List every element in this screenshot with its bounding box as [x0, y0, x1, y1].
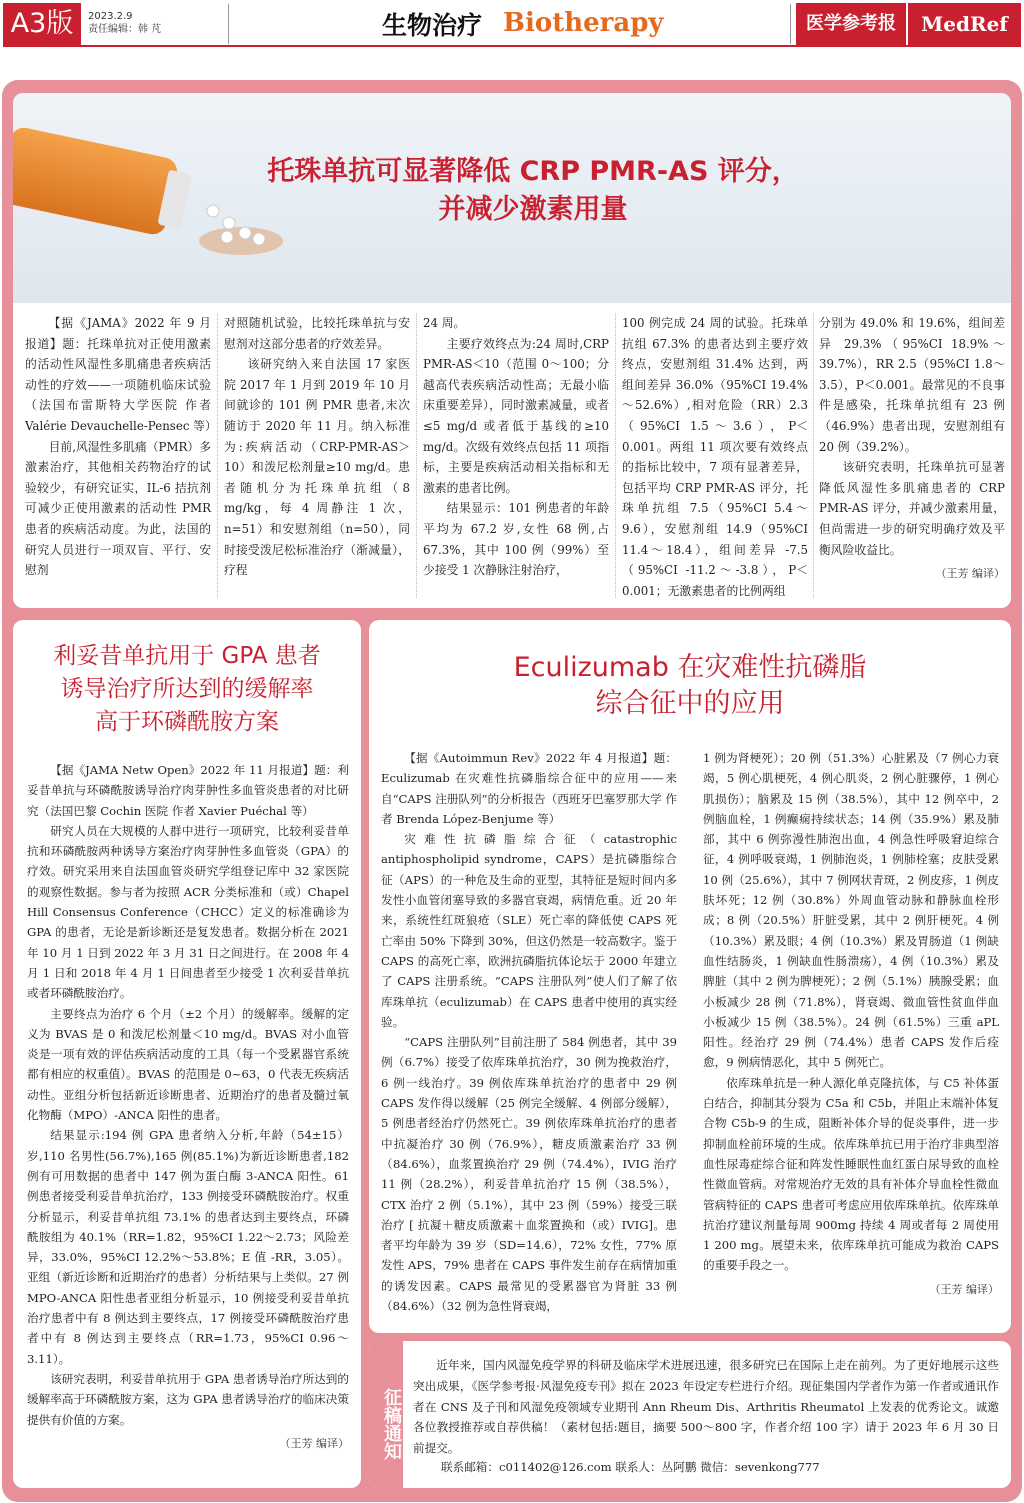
title-line: 综合征中的应用 — [595, 688, 785, 719]
paragraph: 目前,风湿性多肌痛（PMR）多激素治疗，其他相关药物治疗的试验较少，有研究证实，IL-6 拮抗剂可减少正使用激素的活动性 PMR 患者的疾病活动度。为此，法国的研究人员进行一项双盲、平行、安慰剂 — [25, 439, 212, 578]
article-eculizumab — [369, 620, 1011, 1333]
title-line: 利妥昔单抗用于 GPA 患者 — [53, 643, 321, 669]
notice-body — [413, 1355, 999, 1459]
paragraph: 结果显示:194 例 GPA 患者纳入分析,年龄（54±15）岁,110 名男性(56.7%),165 例(85.1%)为新近诊断患者,182 例有可用数据的患者中 147 例为蛋白酶 3-ANCA 阳性。61 例患者接受利妥昔单抗治疗，133 例接受环磷酰胺治疗。权重分析显示，利妥昔单抗组 73.1% 的患者达到主要终点，环磷酰胺组为 40.1%（RR=1.82，95%CI 1.22～2.73；风险差异，33.0%，95%CI 12.2%～53.8%；E 值 -RR，3.05）。亚组（新近诊断和近期治疗的患者）分析结果与上类似。27 例 MPO-ANCA 阳性患者亚组分析显示，10 例接受利妥昔单抗治疗患者中有 8 例达到主要终点，17 例接受环磷酰胺治疗患者中有 8 例达到主要终点（RR=1.73，95%CI 0.96～3.11）。 — [27, 1128, 349, 1366]
edition-badge: A3版 — [3, 3, 81, 45]
text-column — [224, 313, 410, 603]
brand-name-cn: 医学参考报 — [796, 3, 906, 45]
article-title — [19, 640, 355, 739]
text-column — [819, 313, 1005, 603]
title-line: 托珠单抗可显著降低 CRP PMR-AS 评分， — [267, 156, 799, 187]
column-divider — [615, 313, 616, 598]
article-rituximab — [13, 620, 361, 1488]
column-divider — [217, 313, 218, 598]
byline: （王芳 编译） — [929, 1282, 999, 1296]
paragraph: 100 例完成 24 周的试验。托珠单抗组 67.3% 的患者达到主要疗效终点，安慰剂组 31.4% 达到，两组间差异 36.0%（95%CI 19.4%～52.6%）,相对危险（RR）2.3（95%CI 1.5～3.6），P＜0.001。两组 11 项次要有效终点的指标比较中，7 项有显著差异，包括平均 CRP PMR-AS 评分，托珠单抗组 7.5（95%CI 5.4～9.6），安慰剂组 14.9（95%CI 11.4～18.4），组间差异 -7.5（95%CI -11.2～-3.8），P＜0.001；无激素患者的比例两组 — [622, 316, 808, 598]
title-line: Eculizumab 在灾难性抗磷脂 — [513, 652, 867, 683]
header-divider — [790, 4, 791, 44]
column-divider — [416, 313, 417, 598]
paragraph: 结果显示：101 例患者的年龄平均为 67.2 岁,女性 68 例,占 67.3%，其中 100 例（99%）至少接受 1 次静脉注射治疗， — [423, 501, 609, 578]
paragraph: 对照随机试验，比较托珠单抗与安慰剂对这部分患者的疗效差异。 — [224, 316, 410, 351]
title-line: 诱导治疗所达到的缓解率 — [60, 676, 314, 702]
paragraph: 【据《Autoimmun Rev》2022 年 4 月报道】题：Eculizumab 在灾难性抗磷脂综合征中的应用——来自“CAPS 注册队列”的分析报告（西班牙巴塞罗那大学 作者 Brenda López-Benjume 等） — [381, 751, 677, 826]
column-divider — [813, 313, 814, 598]
issue-meta — [88, 10, 161, 36]
byline: （王芳 编译） — [935, 567, 1005, 581]
section-title-en: Biotherapy — [503, 8, 664, 38]
hero-banner — [13, 93, 1011, 303]
paragraph: 灾难性抗磷脂综合征（catastrophic antiphospholipid syndrome，CAPS）是抗磷脂综合征（APS）的一种危及生命的亚型，其特征是短时间内多发性小血管闭塞导致的多器官衰竭，病情危重。近 20 年来，系统性红斑狼疮（SLE）死亡率的降低使 CAPS 死亡率由 50% 下降到 30%，但这仍然是一较高数字。鉴于 CAPS 的高死亡率，欧洲抗磷脂抗体论坛于 2000 年建立了 CAPS 注册系统。“CAPS 注册队列”使人们了解了依库珠单抗（eculizumab）在 CAPS 患者中使用的真实经验。 — [381, 832, 677, 1029]
paragraph: 【据《JAMA Netw Open》2022 年 11 月报道】题：利妥昔单抗与环磷酰胺诱导治疗肉芽肿性多血管炎患者的对比研究（法国巴黎 Cochin 医院 作者 Xavier Puéchal 等） — [27, 763, 349, 818]
paragraph: 24 周。 — [423, 316, 466, 330]
issue-editor: 责任编辑：韩 芃 — [88, 24, 162, 35]
paragraph: 依库珠单抗是一种人源化单克隆抗体，与 C5 补体蛋白结合，抑制其分裂为 C5a 和 C5b，并阻止末端补体复合物 C5b-9 的生成，阻断补体介导的促炎事件，进一步抑制血栓前环境的生成。依库珠单抗已用于治疗非典型溶血性尿毒症综合征和阵发性睡眠性血红蛋白尿导致的血栓性微血管病。对常规治疗无效的具有补体介导血栓性微血管病特征的 CAPS 患者可考虑应用依库珠单抗。依库珠单抗治疗建议剂量每周 900mg 持续 4 周或者每 2 周使用 1 200 mg。展望未来，依库珠单抗可能成为救治 CAPS 的重要手段之一。 — [703, 1075, 999, 1273]
notice-tag — [369, 1341, 403, 1488]
notice-text: 近年来，国内风湿免疫学界的科研及临床学术进展迅速，很多研究已在国际上走在前列。为了更好地展示这些突出成果，《医学参考报·风湿免疫专刊》拟在 2023 年设定专栏进行介绍。现征集国内学者作为第一作者或通讯作者在 CNS 及子刊和风湿免疫领域专业期刊 Ann Rheum Dis、Arthritis Rheumatol 上发表的优秀论文。诚邀各位教授推荐或自荐供稿！（素材包括:题目，摘要 500～800 字，作者介绍 100 字）请于 2023 年 6 月 30 日前提交。 — [413, 1358, 999, 1456]
paragraph: 主要疗效终点为:24 周时,CRP PMR-AS＜10（范围 0～100；分越高代表疾病活动性高；无最小临床重要差异），同时激素减量，或者≤5 mg/d 或者低于基线的≥10 mg/d。次级有效终点包括 11 项指标，主要是疾病活动相关指标和无激素的患者比例。 — [423, 336, 609, 495]
paragraph: 主要终点为治疗 6 个月（±2 个月）的缓解率。缓解的定义为 BVAS 是 0 和泼尼松剂量＜10 mg/d。BVAS 对小血管炎是一项有效的评估疾病活动度的工具（每一个受累器官系统都有相应的权重值）。BVAS 的范围是 0~63，0 代表无疾病活动性。亚组分析包括新近诊断患者、近期治疗的患者及髓过氧化物酶（MPO）-ANCA 阳性的患者。 — [27, 1006, 349, 1123]
paragraph: 分别为 49.0% 和 19.6%，组间差异 29.3%（95%CI 18.9%～39.7%），RR 2.5（95%CI 1.8～3.5），P＜0.001。最常见的不良事件是感染，托珠单抗组有 23 例（46.9%）患者出现，安慰剂组有 20 例（39.2%）。 — [819, 316, 1005, 454]
paragraph: 该研究纳入来自法国 17 家医院 2017 年 1 月到 2019 年 10 月间就诊的 101 例 PMR 患者,末次随访于 2020 年 11 月。纳入标准为:疾病活动（CRP-PMR-AS＞10）和泼尼松剂量≥10 mg/d。患者随机分为托珠单抗组（8 mg/kg，每 4 周静注 1 次，n=51）和安慰剂组（n=50），同时接受泼尼松标准治疗（渐减量），疗程 — [224, 357, 410, 578]
text-column — [25, 313, 217, 603]
issue-date: 2023.2.9 — [88, 11, 133, 22]
call-for-papers — [369, 1341, 1011, 1488]
paragraph: 【据《JAMA》2022 年 9 月报道】题：托珠单抗对正使用激素的活动性风湿性多肌痛患者疾病活动性的疗效——一项随机临床试验（法国布雷斯特大学医院 作者 Valérie Devauchelle-Pensec 等） — [25, 316, 217, 433]
title-line: 并减少激素用量 — [438, 194, 628, 225]
paragraph: 该研究表明，托珠单抗可显著降低风湿性多肌痛患者的 CRP PMR-AS 评分，并减少激素用量，但尚需进一步的研究明确疗效及平衡风险收益比。 — [819, 460, 1005, 557]
notice-contact: 联系邮箱：c011402@126.com 联系人：丛阿鹏 微信：sevenkong777 — [441, 1460, 820, 1474]
section-title-cn: 生物治疗 — [382, 11, 483, 40]
paragraph: 1 例为肾梗死）；20 例（51.3%）心脏累及（7 例心力衰竭，5 例心肌梗死，4 例心肌炎，2 例心脏骤停，1 例心肌损伤）；脑累及 15 例（38.5%），其中 12 例卒中，2 例脑血栓，1 例癫痫持续状态；14 例（35.9%）累及肺部，其中 6 例弥漫性肺泡出血，4 例急性呼吸窘迫综合征，4 例呼吸衰竭，1 例肺泡炎，1 例肺栓塞；皮肤受累 10 例（25.6%），其中 7 例网状青斑，2 例皮疹，1 例皮肤坏死；12 例（30.8%）外周血管动脉和静脉血栓形成；8 例（20.5%）肝脏受累，其中 2 例肝梗死。4 例（10.3%）累及眼；4 例（10.3%）累及胃肠道（1 例缺血性结肠炎，1 例缺血性肠溃疡），4 例（10.3%）累及脾脏（其中 2 例为脾梗死）；2 例（5.1%）胰腺受累；血小板减少 28 例（71.8%），肾衰竭、微血管性贫血伴血小板减少 15 例（38.5%）。24 例（61.5%）三重 aPL 阳性。经治疗 29 例（74.4%）患者 CAPS 发作后痊愈，9 例病情恶化，其中 5 例死亡。 — [703, 751, 999, 1070]
title-line: 高于环磷酰胺方案 — [95, 709, 279, 735]
text-column — [423, 313, 609, 603]
article-title — [389, 650, 991, 722]
brand-name-en: MedRef — [908, 3, 1021, 45]
notice-tag-label: 征稿通知 — [381, 1387, 402, 1460]
article-title — [213, 153, 853, 229]
article-tocilizumab — [13, 93, 1011, 608]
paragraph: “CAPS 注册队列”目前注册了 584 例患者，其中 39 例（6.7%）接受了依库珠单抗治疗，30 例为挽救治疗，6 例一线治疗。39 例依库珠单抗治疗的患者中 29 例 CAPS 发作得以缓解（25 例完全缓解、4 例部分缓解），5 例患者经治疗仍然死亡。39 例依库珠单抗治疗的患者中抗凝治疗 30 例（76.9%），糖皮质激素治疗 33 例（84.6%），血浆置换治疗 29 例（74.4%），IVIG 治疗 11 例（28.2%），利妥昔单抗治疗 15 例（38.5%），CTX 治疗 2 例（5.1%），其中 23 例（59%）接受三联治疗 [ 抗凝＋糖皮质激素＋血浆置换和（或）IVIG]。患者平均年龄为 39 岁（SD=14.6），72% 女性，77% 原发性 APS，79% 患者在 CAPS 事件发生前存在病情加重的诱发因素。CAPS 最常见的受累器官为肾脏 33 例（84.6%）（32 例为急性肾衰竭， — [381, 1035, 677, 1314]
byline: （王芳 编译） — [279, 1436, 349, 1450]
header-divider — [228, 4, 229, 44]
paragraph: 该研究表明，利妥昔单抗用于 GPA 患者诱导治疗所达到的缓解率高于环磷酰胺方案，这为 GPA 患者诱导治疗的临床决策提供有价值的方案。 — [27, 1371, 349, 1427]
text-column — [622, 313, 808, 603]
text-column — [381, 748, 677, 1316]
text-column — [27, 760, 349, 1454]
text-column — [703, 748, 999, 1300]
paragraph: 研究人员在大规模的人群中进行一项研究，比较利妥昔单抗和环磷酰胺两种诱导方案治疗肉芽肿性多血管炎（GPA）的疗效。研究采用来自法国血管炎研究学组登记库中 32 家医院的观察性数据。参与者为按照 ACR 分类标准和（或）Chapel Hill Consensus Conference（CHCC）定义的标准确诊为 GPA 的患者，无论是新诊断还是复发患者。数据分析在 2021 年 10 月 1 日到 2022 年 3 月 31 日之间进行。在 2008 年 4 月 1 日和 2018 年 4 月 1 日间患者至少接受 1 次利妥昔单抗或者环磷酰胺治疗。 — [27, 823, 349, 1001]
